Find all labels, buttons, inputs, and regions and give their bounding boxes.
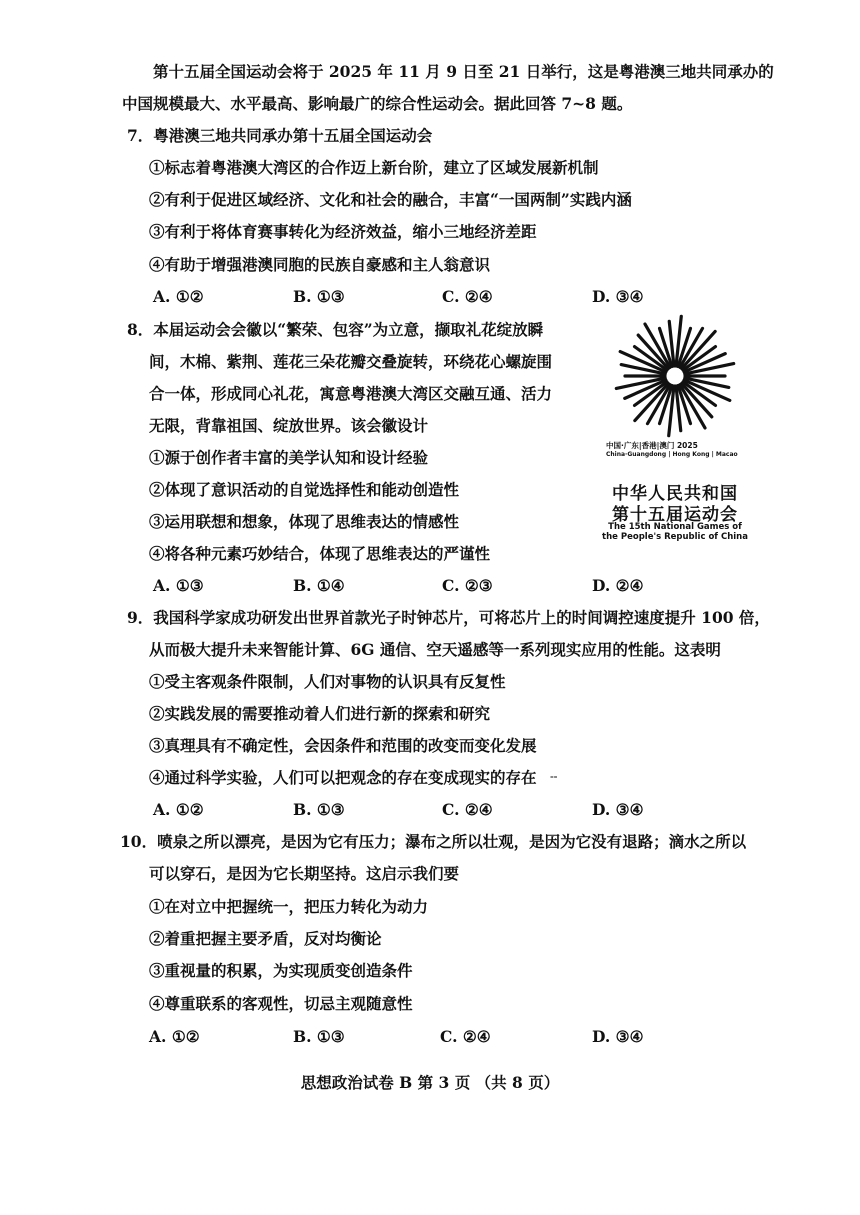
q9-option-c: C. ②④ [442,800,493,819]
q7-item-2: ②有利于促进区域经济、文化和社会的融合，丰富“一国两制”实践内涵 [149,190,632,209]
q8-stem-line-2: 间，木棉、紫荆、莲花三朵花瓣交叠旋转，环绕花心螺旋围 [149,352,553,371]
intro-line-2: 中国规模最大、水平最高、影响最广的综合性运动会。据此回答 7~8 题。 [122,94,633,113]
q10-option-c: C. ②④ [440,1027,491,1046]
q9-item-4: ④通过科学实验，人们可以把观念的存在变成现实的存在 [149,768,537,787]
q7-option-b: B. ①③ [293,287,345,306]
q10-option-d: D. ③④ [592,1027,644,1046]
q8-option-c: C. ②③ [442,576,493,595]
emblem-title-cn-2: 第十五届运动会 [612,505,738,525]
q8-option-a: A. ①③ [153,576,204,595]
q8-stem-line-4: 无限，背靠祖国、绽放世界。该会徽设计 [149,416,429,435]
stray-mark: ╌ [550,770,558,784]
emblem-title-en-2: the People's Republic of China [602,532,748,542]
q9-option-d: D. ③④ [592,800,644,819]
q10-item-2: ②着重把握主要矛盾，反对均衡论 [149,929,382,948]
q8-stem-line-3: 合一体，形成同心礼花，寓意粤港澳大湾区交融互通、活力 [149,384,553,403]
emblem-location: 中国·广东|香港|澳门 2025 China·Guangdong | Hong Kong | Macao [606,441,738,458]
q7-item-4: ④有助于增强港澳同胞的民族自豪感和主人翁意识 [149,255,491,274]
q8-item-2: ②体现了意识活动的自觉选择性和能动创造性 [149,480,460,499]
q10-stem-line-2: 可以穿石，是因为它长期坚持。这启示我们要 [149,864,460,883]
q7-item-3: ③有利于将体育赛事转化为经济效益，缩小三地经济差距 [149,222,537,241]
q10-item-1: ①在对立中把握统一，把压力转化为动力 [149,897,429,916]
q9-stem-line-1: 9．我国科学家成功研发出世界首款光子时钟芯片，可将芯片上的时间调控速度提升 100 倍， [127,608,770,627]
emblem-title-cn-1: 中华人民共和国 [612,484,738,504]
q10-stem-line-1: 10．喷泉之所以漂亮，是因为它有压力；瀑布之所以壮观，是因为它没有退路；滴水之所以 [120,832,747,851]
intro-line-1: 第十五届全国运动会将于 2025 年 11 月 9 日至 21 日举行，这是粤港澳三地共同承办的 [153,62,774,81]
q8-option-b: B. ①④ [293,576,345,595]
q7-option-a: A. ①② [153,287,204,306]
q10-item-4: ④尊重联系的客观性，切忌主观随意性 [149,994,413,1013]
page-footer: 思想政治试卷 B 第 3 页 （共 8 页） [300,1073,560,1092]
q9-item-1: ①受主客观条件限制，人们对事物的认识具有反复性 [149,672,506,691]
emblem-title-en-1: The 15th National Games of [608,522,742,532]
q9-item-2: ②实践发展的需要推动着人们进行新的探索和研究 [149,704,491,723]
q8-option-d: D. ②④ [592,576,644,595]
q9-item-3: ③真理具有不确定性，会因条件和范围的改变而变化发展 [149,736,537,755]
q9-option-b: B. ①③ [293,800,345,819]
q8-item-1: ①源于创作者丰富的美学认知和设计经验 [149,448,429,467]
q10-option-a: A. ①② [149,1027,200,1046]
games-emblem [600,314,750,544]
firework-logo-icon [600,314,750,444]
q8-item-4: ④将各种元素巧妙结合，体现了思维表达的严谨性 [149,544,491,563]
q7-item-1: ①标志着粤港澳大湾区的合作迈上新台阶，建立了区域发展新机制 [149,158,599,177]
q10-item-3: ③重视量的积累，为实现质变创造条件 [149,961,413,980]
q9-option-a: A. ①② [153,800,204,819]
q8-stem-line-1: 8．本届运动会会徽以“繁荣、包容”为立意，撷取礼花绽放瞬 [127,320,544,339]
q8-item-3: ③运用联想和想象，体现了思维表达的情感性 [149,512,460,531]
q7-option-d: D. ③④ [592,287,644,306]
q10-option-b: B. ①③ [293,1027,345,1046]
q9-stem-line-2: 从而极大提升未来智能计算、6G 通信、空天遥感等一系列现实应用的性能。这表明 [149,640,721,659]
q7-stem: 7．粤港澳三地共同承办第十五届全国运动会 [127,126,433,145]
q7-option-c: C. ②④ [442,287,493,306]
